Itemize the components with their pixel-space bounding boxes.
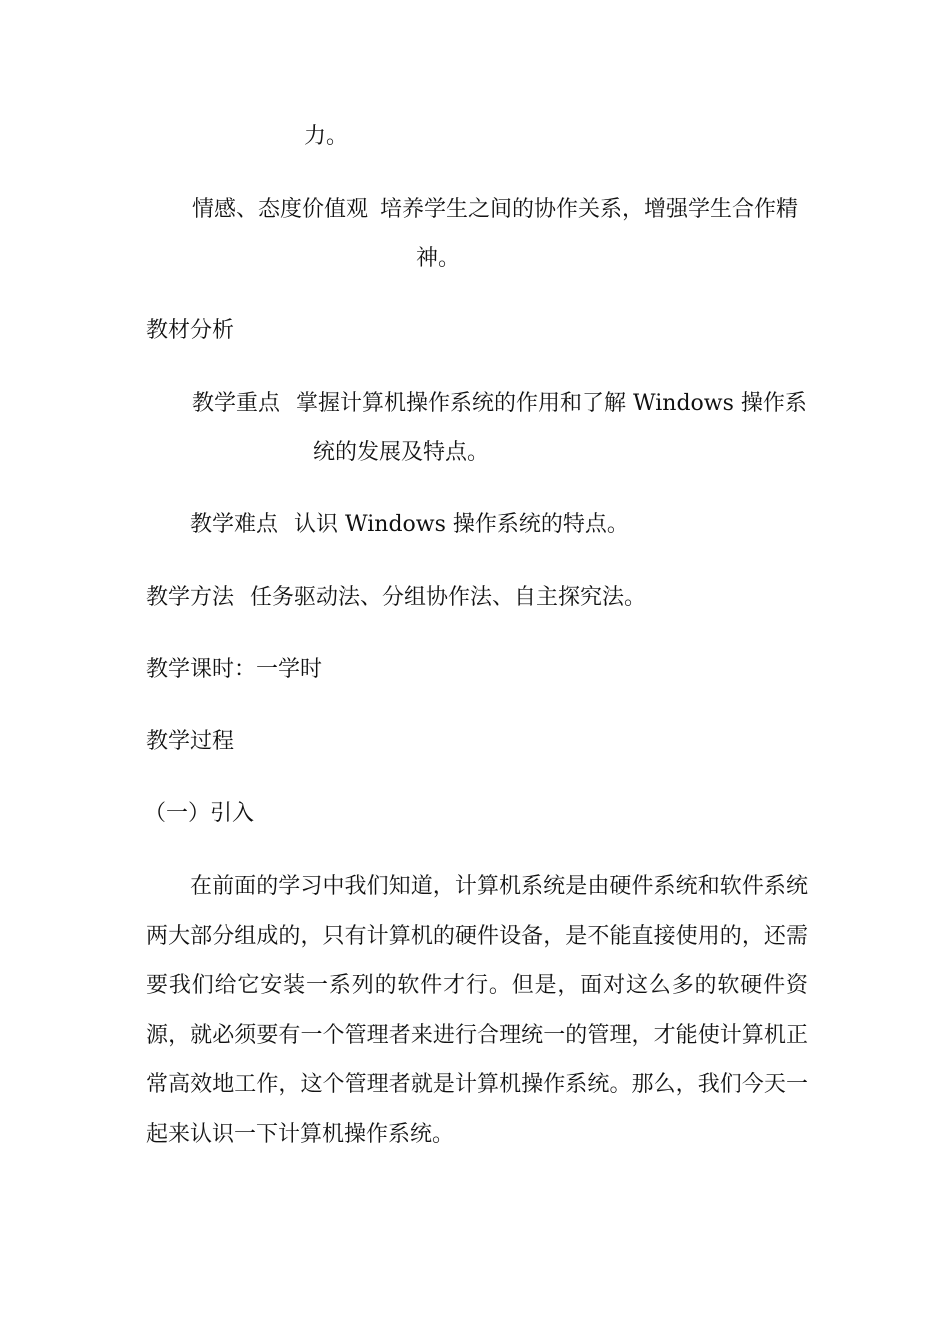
teaching-method-row <box>146 583 646 613</box>
affect-objective-label: 情感、态度价值观 <box>192 197 369 222</box>
key-point-text: 掌握计算机操作系统的作用和了解 Windows 操作系 <box>296 391 807 416</box>
material-analysis-heading: 教材分析 <box>146 318 235 343</box>
intro-paragraph: 在前面的学习中我们知道，计算机系统是由硬件系统和软件系统两大部分组成的，只有计算机的硬件设备，是不能直接使用的，还需要我们给它安装一系列的软件才行。但是，面对这么多的软硬件资源，就必须要有一个管理者来进行合理统一的管理，才能使计算机正常高效地工作，这个管理者就是计算机操作系统。那么，我们今天一起来认识一下计算机操作系统。 <box>146 874 808 1147</box>
difficulty-row <box>190 510 629 540</box>
difficulty-text: 认识 Windows 操作系统的特点。 <box>294 512 629 537</box>
affect-objective-text-continued: 神。 <box>416 246 461 271</box>
teaching-hours: 教学课时：一学时 <box>146 657 323 682</box>
teaching-process-heading: 教学过程 <box>146 729 235 754</box>
teaching-method-text: 任务驱动法、分组协作法、自主探究法。 <box>250 585 647 610</box>
affect-objective-row <box>192 195 798 225</box>
key-point-text-continued: 统的发展及特点。 <box>313 440 490 465</box>
affect-objective-text: 培养学生之间的协作关系，增强学生合作精 <box>380 197 799 222</box>
teaching-method-label: 教学方法 <box>146 585 235 610</box>
difficulty-label: 教学难点 <box>190 512 279 537</box>
key-point-label: 教学重点 <box>192 391 281 416</box>
key-point-row <box>192 389 807 419</box>
section-intro-title: （一）引入 <box>144 801 255 826</box>
ability-objective-tail: 力。 <box>304 124 349 149</box>
